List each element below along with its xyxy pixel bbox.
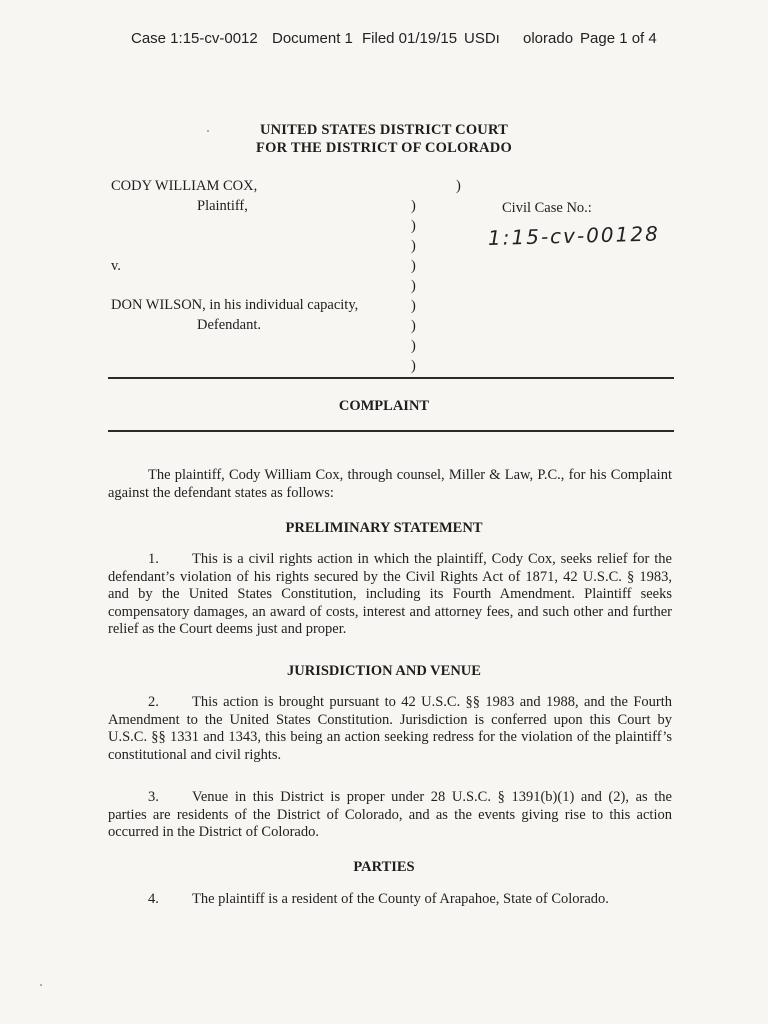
paragraph-text: This action is brought pursuant to 42 U.S.C. §§ 1983 and 1988, and the Fourth Amendment to the United States Constitution. Jurisdiction is conferred upon this Court by U.S.C. §§ 1331 and 1343, this being an action seeking redress for the violation of the plaintiff’s constitutional and civil rights. <box>108 694 672 763</box>
paragraph-number: 4. <box>148 891 159 907</box>
caption-paren: ) <box>411 198 416 214</box>
heading-jurisdiction-venue: JURISDICTION AND VENUE <box>287 663 481 679</box>
caption-paren: ) <box>411 338 416 354</box>
paragraph-number: 1. <box>148 551 159 567</box>
caption-paren: ) <box>411 298 416 314</box>
caption-paren: ) <box>411 238 416 254</box>
caption-paren: ) <box>411 358 416 374</box>
paragraph-text: Venue in this District is proper under 28 U.S.C. § 1391(b)(1) and (2), as the parties are residents of the District of Colorado, and as the events giving rise to this action occurred in the District of Colorado. <box>108 789 672 841</box>
header-page-number: Page 1 of 4 <box>580 30 657 47</box>
civil-case-no-label: Civil Case No.: <box>502 200 592 216</box>
court-title-line-1: UNITED STATES DISTRICT COURT <box>259 122 509 138</box>
heading-parties: PARTIES <box>353 859 415 875</box>
header-court-abbrev: USDı <box>464 30 500 47</box>
caption-paren: ) <box>456 178 461 194</box>
header-filed-date: Filed 01/19/15 <box>362 30 458 47</box>
caption-paren: ) <box>411 318 416 334</box>
complaint-title: COMPLAINT <box>338 398 430 414</box>
header-document-number: Document 1 <box>272 30 353 47</box>
caption-paren: ) <box>411 278 416 294</box>
filing-header <box>0 30 768 52</box>
caption-divider-bottom <box>108 430 674 432</box>
paragraph-3 <box>108 789 672 842</box>
plaintiff-name: CODY WILLIAM COX, <box>111 178 258 194</box>
versus: v. <box>111 258 121 274</box>
paragraph-2 <box>108 694 672 764</box>
scan-speck <box>40 984 42 986</box>
paragraph-number: 2. <box>148 694 159 710</box>
intro-text: The plaintiff, Cody William Cox, through counsel, Miller & Law, P.C., for his Complaint against the defendant states as follows: <box>108 467 672 501</box>
caption-paren: ) <box>411 218 416 234</box>
intro-paragraph <box>108 467 672 502</box>
court-title-line-2: FOR THE DISTRICT OF COLORADO <box>256 140 512 156</box>
paragraph-text: The plaintiff is a resident of the County of Arapahoe, State of Colorado. <box>192 891 609 907</box>
paragraph-4 <box>108 891 672 909</box>
paragraph-1 <box>108 551 672 639</box>
header-district: olorado <box>523 30 574 47</box>
scan-speck <box>207 130 209 132</box>
caption-paren: ) <box>411 258 416 274</box>
paragraph-text: This is a civil rights action in which the plaintiff, Cody Cox, seeks relief for the defendant’s violation of his rights secured by the Civil Rights Act of 1871, 42 U.S.C. § 1983, and by the United States Constitution, including its Fourth Amendment. Plaintiff seeks compensatory damages, an award of costs, interest and attorney fees, and such other and further relief as the Court deems just and proper. <box>108 551 672 638</box>
heading-preliminary-statement: PRELIMINARY STATEMENT <box>285 520 483 536</box>
caption-divider-top <box>108 377 674 379</box>
handwritten-case-number: 1:15-cv-00128 <box>487 221 661 250</box>
header-case-number: Case 1:15-cv-0012 <box>131 30 258 47</box>
defendant-name: DON WILSON, in his individual capacity, <box>111 297 359 313</box>
paragraph-number: 3. <box>148 789 159 805</box>
plaintiff-role: Plaintiff, <box>197 198 248 214</box>
defendant-role: Defendant. <box>197 317 262 333</box>
